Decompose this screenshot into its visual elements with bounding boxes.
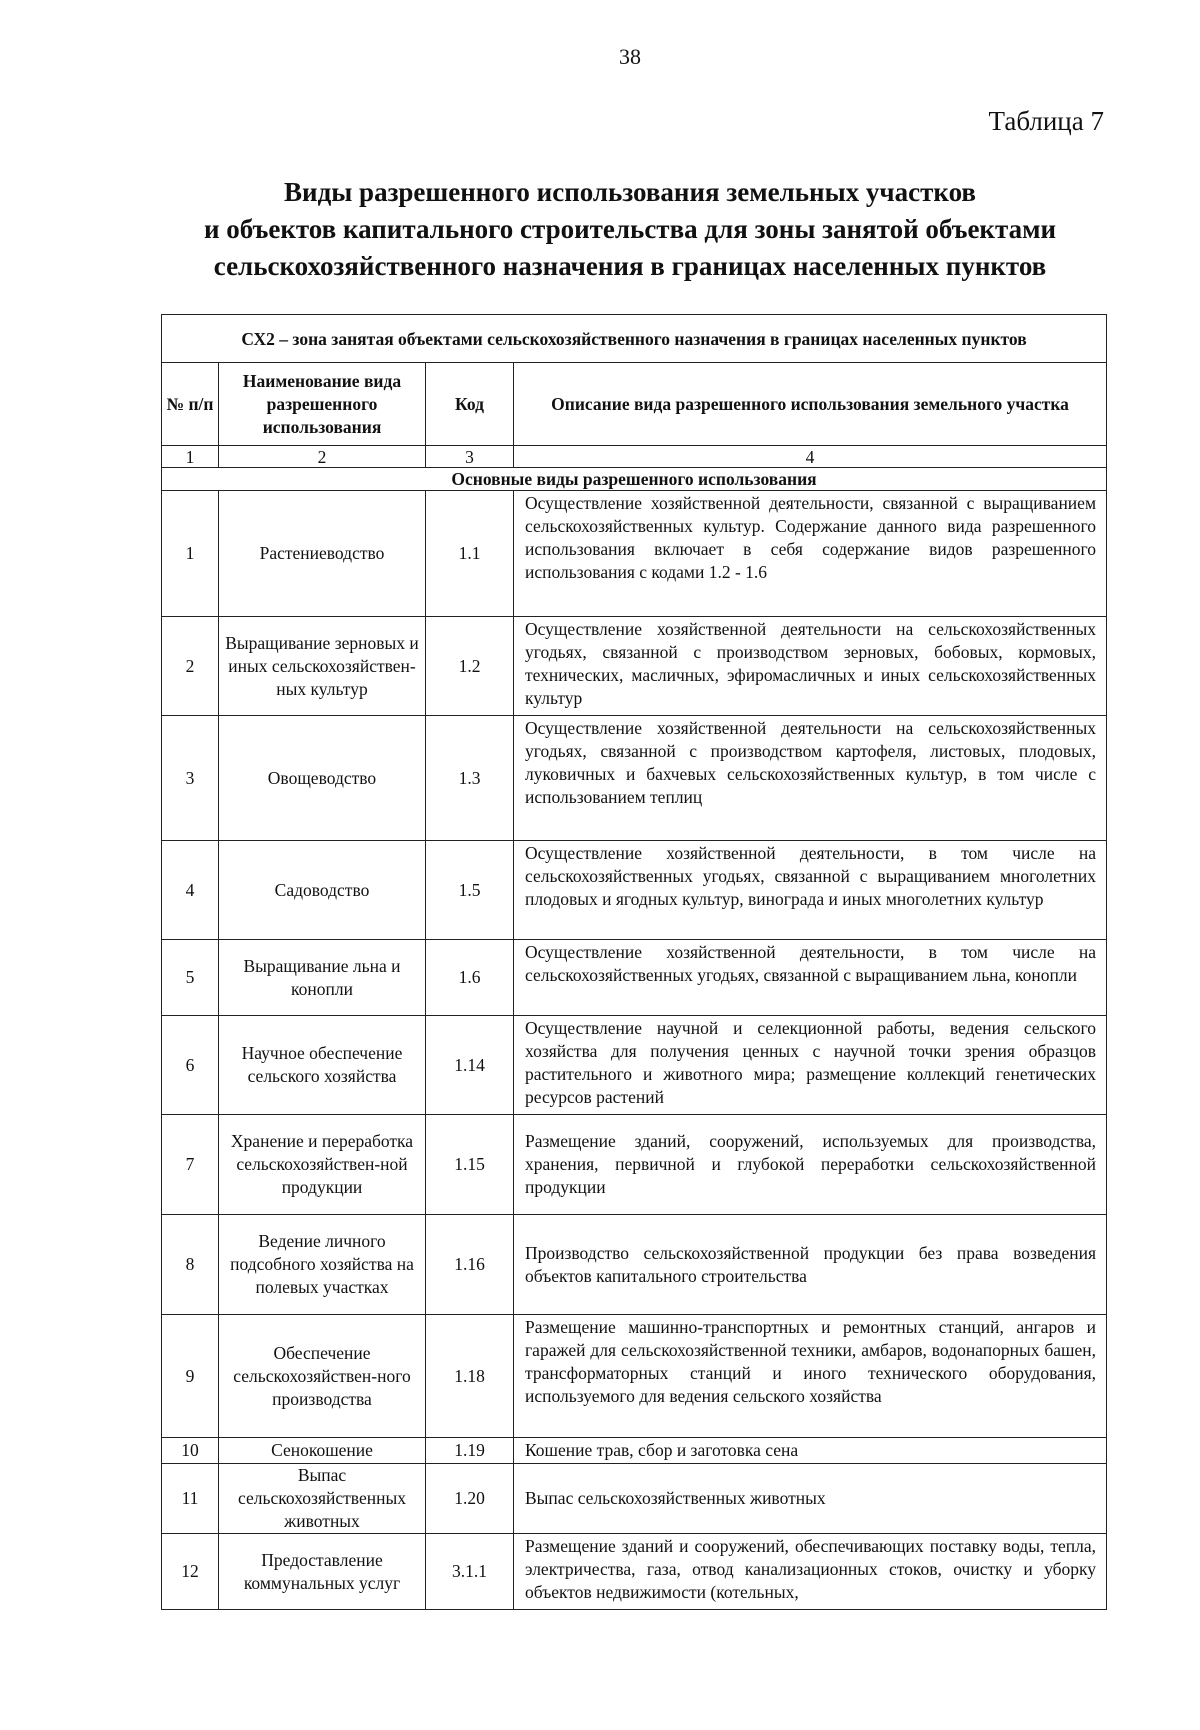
table-row bbox=[162, 1115, 1107, 1215]
row-code: 1.6 bbox=[426, 940, 514, 1016]
row-num: 9 bbox=[162, 1315, 219, 1438]
table-label: Таблица 7 bbox=[988, 106, 1104, 136]
row-num: 2 bbox=[162, 617, 219, 716]
row-num: 4 bbox=[162, 841, 219, 940]
zone-title-row bbox=[162, 315, 1107, 363]
header-num: № п/п bbox=[162, 363, 219, 446]
row-description: Осуществление хозяйственной деятельности, связанной с выращиванием сельскохозяйственных культур. Содержание данного вида разрешенного использования включает в себя содержание видов разрешенного использования с кодами 1.2 - 1.6 bbox=[514, 491, 1107, 617]
header-name: Наименование вида разрешенного использования bbox=[219, 363, 426, 446]
zone-title: СХ2 – зона занятая объектами сельскохозяйственного назначения в границах населенных пунктов bbox=[162, 315, 1107, 363]
header-row bbox=[162, 363, 1107, 446]
table-row bbox=[162, 491, 1107, 617]
column-number: 4 bbox=[514, 446, 1107, 468]
row-description: Осуществление хозяйственной деятельности на сельскохозяйственных угодьях, связанной с производством картофеля, листовых, плодовых, луковичных и бахчевых сельскохозяйственных культур, в том числе с использованием теплиц bbox=[514, 716, 1107, 841]
row-code: 1.14 bbox=[426, 1016, 514, 1115]
table-row bbox=[162, 617, 1107, 716]
row-description: Выпас сельскохозяйственных животных bbox=[514, 1464, 1107, 1534]
table-row bbox=[162, 1534, 1107, 1610]
document-title bbox=[150, 174, 1110, 285]
row-name: Овощеводство bbox=[219, 716, 426, 841]
row-code: 1.18 bbox=[426, 1315, 514, 1438]
column-number-row bbox=[162, 446, 1107, 468]
row-num: 12 bbox=[162, 1534, 219, 1610]
row-num: 7 bbox=[162, 1115, 219, 1215]
title-line: сельскохозяйственного назначения в границах населенных пунктов bbox=[213, 251, 1047, 281]
table-row bbox=[162, 716, 1107, 841]
row-num: 3 bbox=[162, 716, 219, 841]
column-number: 2 bbox=[219, 446, 426, 468]
row-num: 10 bbox=[162, 1438, 219, 1464]
row-code: 1.16 bbox=[426, 1215, 514, 1315]
row-code: 1.3 bbox=[426, 716, 514, 841]
row-name: Садоводство bbox=[219, 841, 426, 940]
row-num: 5 bbox=[162, 940, 219, 1016]
title-line: и объектов капитального строительства для зоны занятой объектами bbox=[203, 214, 1057, 244]
row-name: Сенокошение bbox=[219, 1438, 426, 1464]
row-code: 1.20 bbox=[426, 1464, 514, 1534]
table-row bbox=[162, 940, 1107, 1016]
row-description: Осуществление хозяйственной деятельности, в том числе на сельскохозяйственных угодьях, связанной с выращиванием многолетних плодовых и ягодных культур, винограда и иных многолетних культур bbox=[514, 841, 1107, 940]
column-number: 1 bbox=[162, 446, 219, 468]
row-name: Предоставление коммунальных услуг bbox=[219, 1534, 426, 1610]
row-code: 1.19 bbox=[426, 1438, 514, 1464]
row-description: Размещение зданий и сооружений, обеспечивающих поставку воды, тепла, электричества, газа, отвод канализационных стоков, очистку и уборку объектов недвижимости (котельных, bbox=[514, 1534, 1107, 1610]
row-description: Производство сельскохозяйственной продукции без права возведения объектов капитального строительства bbox=[514, 1215, 1107, 1315]
row-code: 1.1 bbox=[426, 491, 514, 617]
row-description: Осуществление хозяйственной деятельности, в том числе на сельскохозяйственных угодьях, связанной с выращиванием льна, конопли bbox=[514, 940, 1107, 1016]
row-name: Обеспечение сельскохозяйствен-ного производства bbox=[219, 1315, 426, 1438]
row-num: 8 bbox=[162, 1215, 219, 1315]
row-code: 1.2 bbox=[426, 617, 514, 716]
row-name: Выращивание зерновых и иных сельскохозяйствен-ных культур bbox=[219, 617, 426, 716]
row-name: Выращивание льна и конопли bbox=[219, 940, 426, 1016]
page-number: 38 bbox=[619, 44, 641, 69]
row-name: Ведение личного подсобного хозяйства на полевых участках bbox=[219, 1215, 426, 1315]
header-description: Описание вида разрешенного использования земельного участка bbox=[514, 363, 1107, 446]
table-row bbox=[162, 1438, 1107, 1464]
column-number: 3 bbox=[426, 446, 514, 468]
section-row bbox=[162, 468, 1107, 491]
row-description: Кошение трав, сбор и заготовка сена bbox=[514, 1438, 1107, 1464]
header-code: Код bbox=[426, 363, 514, 446]
row-description: Осуществление хозяйственной деятельности на сельскохозяйственных угодьях, связанной с производством зерновых, бобовых, кормовых, технических, масличных, эфиромасличных и иных сельскохозяйственных культур bbox=[514, 617, 1107, 716]
table-row bbox=[162, 1464, 1107, 1534]
row-num: 6 bbox=[162, 1016, 219, 1115]
row-name: Растениеводство bbox=[219, 491, 426, 617]
land-use-table bbox=[161, 314, 1107, 1610]
section-title: Основные виды разрешенного использования bbox=[162, 468, 1107, 491]
row-code: 3.1.1 bbox=[426, 1534, 514, 1610]
row-num: 1 bbox=[162, 491, 219, 617]
table-row bbox=[162, 841, 1107, 940]
row-description: Размещение машинно-транспортных и ремонтных станций, ангаров и гаражей для сельскохозяйственной техники, амбаров, водонапорных башен, трансформаторных станций и иного технического оборудования, используемого для ведения сельского хозяйства bbox=[514, 1315, 1107, 1438]
row-name: Научное обеспечение сельского хозяйства bbox=[219, 1016, 426, 1115]
title-line: Виды разрешенного использования земельных участков bbox=[284, 177, 976, 207]
table-row bbox=[162, 1215, 1107, 1315]
row-description: Осуществление научной и селекционной работы, ведения сельского хозяйства для получения ценных с научной точки зрения образцов растительного и животного мира; размещение коллекций генетических ресурсов растений bbox=[514, 1016, 1107, 1115]
row-name: Выпас сельскохозяйственных животных bbox=[219, 1464, 426, 1534]
row-name: Хранение и переработка сельскохозяйствен-ной продукции bbox=[219, 1115, 426, 1215]
row-code: 1.5 bbox=[426, 841, 514, 940]
table-row bbox=[162, 1315, 1107, 1438]
table-row bbox=[162, 1016, 1107, 1115]
row-num: 11 bbox=[162, 1464, 219, 1534]
row-code: 1.15 bbox=[426, 1115, 514, 1215]
row-description: Размещение зданий, сооружений, используемых для производства, хранения, первичной и глубокой переработки сельскохозяйственной продукции bbox=[514, 1115, 1107, 1215]
